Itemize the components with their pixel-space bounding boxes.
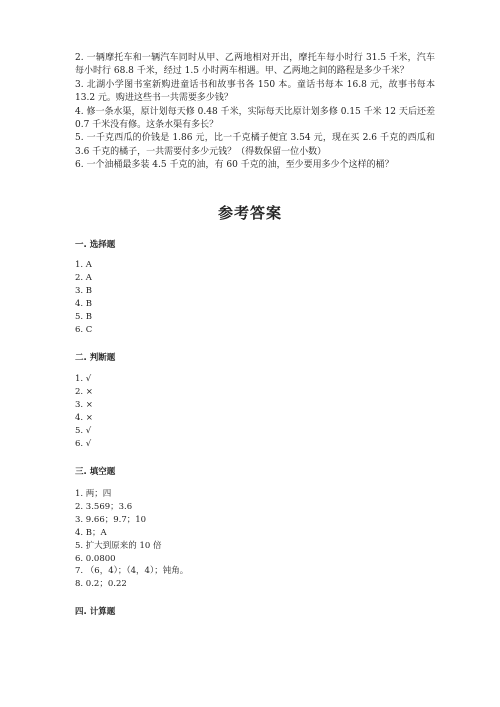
answer-item: 6. 0.0800 — [75, 553, 116, 564]
answer-item: 8. 0.2；0.22 — [75, 579, 127, 590]
answer-item: 1. 两；四 — [75, 489, 112, 499]
problem-3: 3. 北湖小学图书室新购进童话书和故事书各 150 本。童话书每本 16.8 元，故事书每本 13.2 元。购进这些书一共需要多少钱？ — [75, 79, 435, 104]
problem-5: 5. 一千克西瓜的价钱是 1.86 元，比一千克橘子便宜 3.54 元，现在买 2.6 千克的西瓜和 3.6 千克的橘子，一共需要付多少元钱？（得数保留一位小数） — [75, 133, 435, 157]
answer-item: 2. × — [75, 386, 93, 397]
problem-6: 6. 一个油桶最多装 4.5 千克的油，有 60 千克的油，至少要用多少个这样的桶？ — [75, 160, 394, 171]
answer-item: 4. B — [75, 298, 93, 309]
answer-item: 1. A — [75, 260, 92, 270]
problem-2: 2. 一辆摩托车和一辆汽车同时从甲、乙两地相对开出，摩托车每小时行 31.5 千米，汽车每小时行 68.8 千米，经过 1.5 小时两车相遇。甲、乙两地之间的路程是多少千米？ — [75, 53, 435, 77]
answer-list-choice — [75, 259, 92, 336]
problem-4: 4. 修一条水渠，原计划每天修 0.48 千米，实际每天比原计划多修 0.15 千米 12 天后还差 0.7 千米没有修。这条水渠有多长？ — [75, 106, 435, 131]
answer-item: 5. √ — [75, 425, 92, 436]
section-heading-fill-blank: 三. 填空题 — [75, 467, 116, 477]
answer-item: 6. √ — [75, 438, 92, 449]
answer-item: 3. × — [75, 399, 93, 410]
answer-item: 5. B — [75, 311, 93, 322]
answer-list-fill-blank — [75, 488, 188, 591]
answer-item: 4. × — [75, 412, 93, 423]
answer-item: 3. B — [75, 285, 93, 296]
answer-item: 5. 扩大到原来的 10 倍 — [75, 540, 162, 551]
answer-key-title: 参考答案 — [217, 204, 282, 222]
answer-item: 7. （6，4）；（4，4）；钝角。 — [75, 566, 189, 577]
answer-item: 6. C — [75, 324, 93, 335]
answer-item: 1. √ — [75, 374, 92, 384]
answer-item: 2. A — [75, 272, 92, 283]
answer-list-judgment — [75, 373, 93, 450]
word-problems — [75, 52, 435, 173]
section-heading-judgment: 二. 判断题 — [75, 353, 116, 363]
section-heading-calculation: 四. 计算题 — [75, 607, 116, 617]
answer-item: 3. 9.66；9.7；10 — [75, 514, 147, 525]
answer-item: 4. B；A — [75, 527, 107, 538]
section-heading-choice: 一. 选择题 — [75, 240, 116, 250]
answer-item: 2. 3.569；3.6 — [75, 501, 133, 512]
